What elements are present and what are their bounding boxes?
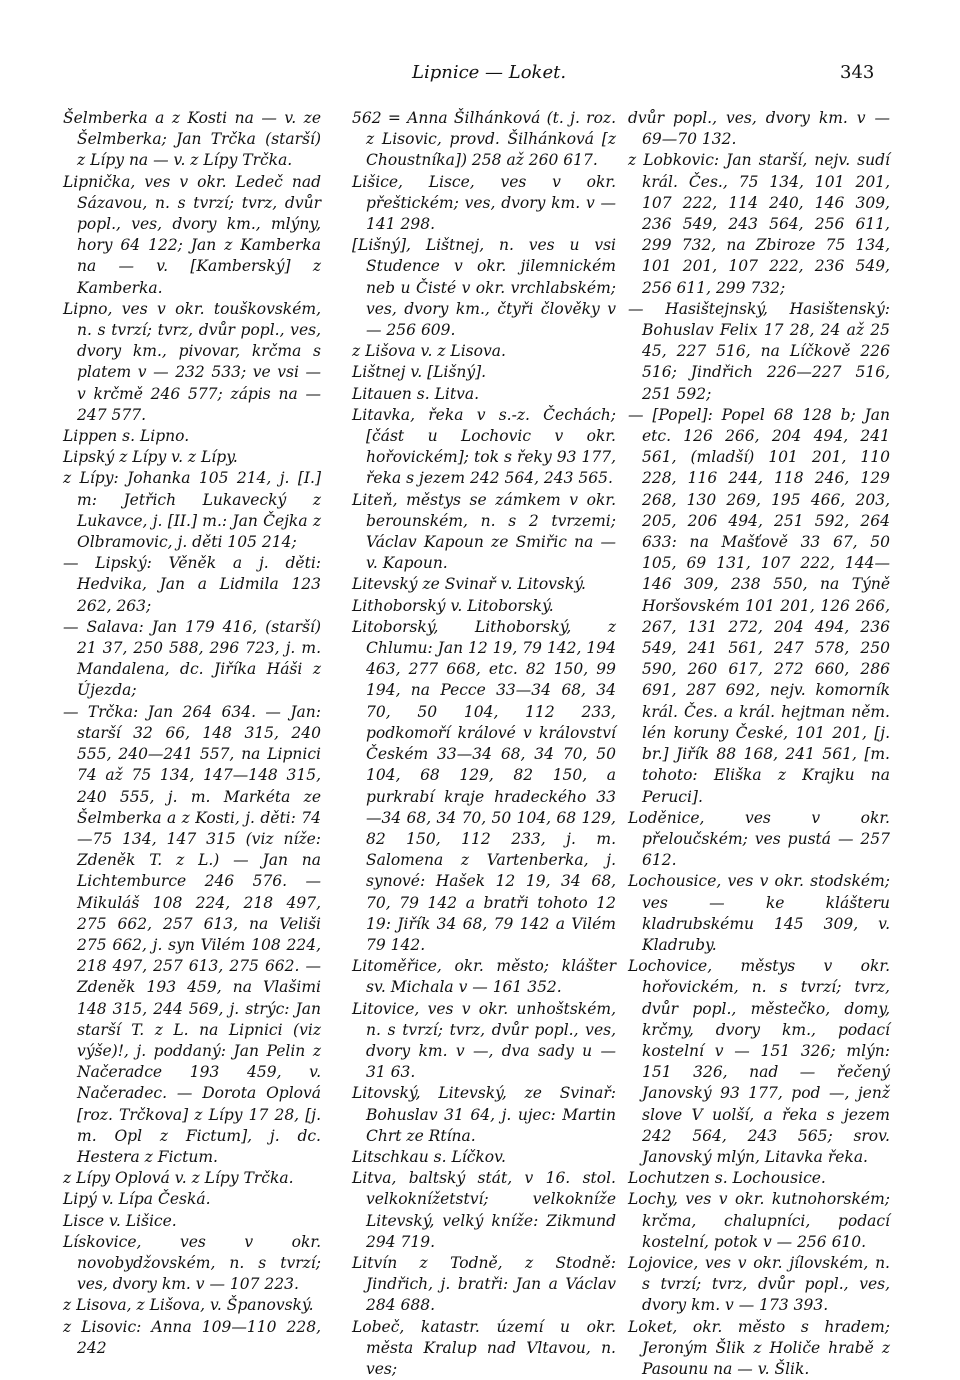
index-entry: z Lípy Oplová v. z Lípy Trčka. — [63, 1169, 294, 1188]
index-entry: Lipno, ves v okr. touškovském, n. s tvrzí; tvrz, dvůr popl., ves, dvory km., pivovar, krčma s platem v — 232 533; ve vsi — v krčmě 246 577; zápis na — 247 577. — [63, 299, 321, 424]
index-entry: Loděnice, ves v okr. přeloučském; ves pustá — 257 612. — [628, 808, 890, 870]
index-entry: Litschkau s. Líčkov. — [352, 1147, 506, 1166]
index-entry: Lisce v. Lišice. — [63, 1211, 177, 1230]
index-entry: Šelmberka a z Kosti na — v. ze Šelmberka; Jan Trčka (starší) z Lípy na — v. z Lípy Trčka. — [63, 109, 321, 170]
index-entry: — Hasištejnský, Hasištenský: Bohuslav Felix 17 28, 24 až 25 45, 227 516, na Líčkově 226 516; Jindřich 226—227 516, 251 592; — [628, 299, 890, 403]
index-entry: Lithoborský v. Litoborský. — [352, 596, 554, 615]
index-entry: Lipý v. Lípa Česká. — [63, 1190, 211, 1209]
index-entry: 562 = Anna Šilhánková (t. j. roz. z Lisovic, provd. Šilhánková [z Choustníka]) 258 až 260 617. — [352, 109, 616, 170]
index-entry: Lískovice, ves v okr. novobydžovském, n. s tvrzí; ves, dvory km. v — 107 223. — [63, 1232, 321, 1294]
index-entry: Liteň, městys se zámkem v okr. berounském, n. s 2 tvrzemi; Václav Kapoun ze Smiřic na — v. Kapoun. — [352, 490, 616, 573]
index-entry: Litoměřice, okr. město; klášter sv. Michala v — 161 352. — [352, 957, 616, 997]
index-entry: z Lípy: Johanka 105 214, j. [I.] m: Jetřich Lukavecký z Lukavce, j. [II.] m.: Jan Čejka z Olbramovic, j. děti 105 214; — [63, 469, 321, 552]
index-entry: Litva, baltský stát, v 16. stol. velkoknížetství; velkokníže Litevský, velký kníže: Zikmund 294 719. — [352, 1169, 616, 1251]
index-entry: Litauen s. Litva. — [352, 384, 479, 403]
index-entry: z Lobkovic: Jan starší, nejv. sudí král. Čes., 75 134, 101 201, 107 222, 114 240, 146 309, 236 549, 243 564, 256 611, 299 732, na Zbiroze 75 134, 101 201, 107 222, 236 549, 256 611, 299 732; — [628, 151, 890, 297]
index-entry: Litvín z Todně, z Stodně: Jindřich, j. bratři: Jan a Václav 284 688. — [352, 1253, 616, 1315]
index-entry: Lištnej v. [Lišný]. — [352, 363, 487, 382]
index-entry: Lippen s. Lipno. — [63, 427, 190, 446]
index-entry: z Lisova, z Lišova, v. Španovský. — [63, 1296, 314, 1315]
index-entry: — Lipský: Věněk a j. děti: Hedvika, Jan a Lidmila 123 262, 263; — [63, 554, 321, 615]
index-entry: — Trčka: Jan 264 634. — Jan: starší 32 66, 148 315, 240 555, 240—241 557, na Lipnici 74 až 75 134, 147—148 315, 240 555, j. m. Markéta ze Šelmberka a z Kosti, j. děti: 74—75 134, 147 315 (viz níže: Zdeněk T. z L.) — Jan na Lichtemburce 246 576. — Mikuláš 108 224, 218 497, 275 662, 257 613, na Veliši 275 662, j. syn Vilém 108 224, 218 497, 257 613, 275 662. — Zdeněk 193 459, na Vlašimi 148 315, 244 569, j. strýc: Jan starší T. z L. na Lipnici (viz výše)!, j. poddaný: Jan Pelin z Načeradce 193 459, v. Načeradec. — Dorota Oplová [roz. Trčkova] z Lípy 17 28, [j. m. Opl z Fictum], j. dc. Hestera z Fictum. — [63, 702, 321, 1166]
index-entry: dvůr popl., ves, dvory km. v — 69—70 132. — [628, 109, 890, 149]
page-number: 343 — [840, 62, 875, 83]
index-entry: Lojovice, ves v okr. jílovském, n. s tvrzí; tvrz, dvůr popl., ves, dvory km. v — 173 393. — [628, 1253, 890, 1315]
index-column-1 — [63, 108, 321, 1359]
index-entry: — Salava: Jan 179 416, (starší) 21 37, 250 588, 296 723, j. m. Mandalena, dc. Jiříka Háši z Újezda; — [63, 617, 321, 700]
index-entry: Lochousice, ves v okr. stodském; ves — ke klášteru kladrubskému 145 309, v. Kladruby. — [628, 872, 890, 954]
index-entry: Litavka, řeka v s.-z. Čechách; [část u Lochovic v okr. hořovickém]; tok s řeky 93 177, řeka s jezem 242 564, 243 565. — [352, 405, 616, 488]
index-entry: Litovice, ves v okr. unhoštském, n. s tvrzí; tvrz, dvůr popl., ves, dvory km. v —, dva sady u — 31 63. — [352, 999, 616, 1082]
index-entry: z Lišova v. z Lisova. — [352, 342, 506, 361]
index-entry: — [Popel]: Popel 68 128 b; Jan etc. 126 266, 204 494, 241 561, (mladší) 101 201, 110 228, 116 244, 118 246, 129 268, 130 269, 195 466, 203, 205, 206 494, 251 592, 264 633: na Mašťově 33 67, 50 105, 69 131, 107 222, 144—146 309, 238 550, na Týně Horšovském 101 201, 126 266, 267, 131 272, 204 494, 236 549, 241 561, 247 578, 250 590, 260 617, 272 660, 286 691, 287 692, nejv. komorník král. Čes. a král. hejtman něm. lén koruny České, 101 201, [j. br.] Jiřík 88 168, 241 561, [m. tohoto: Eliška z Krajku na Peruci]. — [628, 405, 890, 806]
index-entry: Litevský ze Svinař v. Litovský. — [352, 575, 586, 594]
index-entry: Litovský, Litevský, ze Svinař: Bohuslav 31 64, j. ujec: Martin Chrt ze Rtína. — [352, 1084, 616, 1145]
index-entry: Lochutzen s. Lochousice. — [628, 1169, 826, 1188]
index-entry: Lochovice, městys v okr. hořovickém, n. s tvrzí; tvrz, dvůr popl., městečko, domy, krčmy, dvory km., podací kostelní v — 151 326; mlýn: 151 326, nad — řečený Janovský 93 177, pod —, jenž slove V uolší, a řeka s jezem 242 564, 243 565; srov. Janovský mlýn, Litavka řeka. — [628, 957, 890, 1166]
index-entry: Lipský z Lípy v. z Lípy. — [63, 448, 238, 467]
index-entry: Loket, okr. město s hradem; Jeroným Šlik z Holiče hrabě z Pasounu na — v. Šlik. — [628, 1317, 890, 1378]
index-entry: Lišice, Lisce, ves v okr. přeštickém; ves, dvory km. v — 141 298. — [352, 172, 616, 234]
index-entry: Litoborský, Lithoborský, z Chlumu: Jan 12 19, 79 142, 194 463, 277 668, etc. 82 150, 99 194, na Pecce 33—34 68, 34 70, 50 104, 112 233, podkomoří králové v království Českém 33—34 68, 34 70, 50 104, 68 129, 82 150, a purkrabí kraje hradeckého 33—34 68, 34 70, 50 104, 68 129, 82 150, 112 233, j. m. Salomena z Vartenberka, j. synové: Hašek 12 19, 34 68, 70, 79 142 a bratři tohoto 12 19: Jiřík 34 68, 79 142 a Vilém 79 142. — [352, 617, 616, 954]
index-column-3 — [628, 108, 890, 1380]
index-entry: Lipnička, ves v okr. Ledeč nad Sázavou, n. s tvrzí; tvrz, dvůr popl., ves, dvory km., mlýny, hory 64 122; Jan z Kamberka na — v. [Kamberský] z Kamberka. — [63, 172, 321, 297]
index-entry: Lobeč, katastr. území u okr. města Kralup nad Vltavou, n. ves; — [352, 1317, 616, 1378]
index-entry: z Lisovic: Anna 109—110 228, 242 — [63, 1317, 321, 1357]
index-column-2 — [352, 108, 616, 1380]
index-entry: Lochy, ves v okr. kutnohorském; krčma, chalupníci, podací kostelní, potok v — 256 610. — [628, 1190, 890, 1251]
index-entry: [Lišný], Lištnej, n. ves u vsi Studence v okr. jilemnickém neb u Čisté v okr. vrchlabském; ves, dvory km., čtyři člověky v — 256 609. — [352, 236, 616, 340]
running-title: Lipnice — Loket. — [412, 62, 567, 83]
